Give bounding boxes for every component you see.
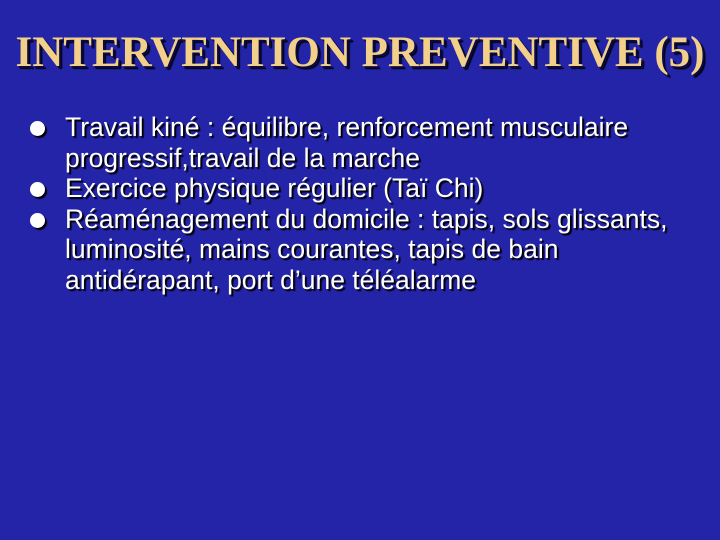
- bullet-icon: [30, 213, 45, 228]
- bullet-text: Réaménagement du domicile : tapis, sols glissants, luminosité, mains courantes, tapis de bain antidérapant, port d’une téléalarme: [65, 203, 668, 295]
- bullet-list: [30, 112, 700, 295]
- bullet-icon: [30, 121, 45, 136]
- bullet-item: [30, 204, 700, 296]
- bullet-text: Exercice physique régulier (Taï Chi): [65, 173, 484, 203]
- bullet-item: [30, 112, 700, 173]
- slide-title: INTERVENTION PREVENTIVE (5): [15, 29, 705, 76]
- bullet-item: [30, 173, 700, 204]
- bullet-icon: [30, 182, 45, 197]
- bullet-text: Travail kiné : équilibre, renforcement musculaire progressif,travail de la marche: [65, 112, 629, 173]
